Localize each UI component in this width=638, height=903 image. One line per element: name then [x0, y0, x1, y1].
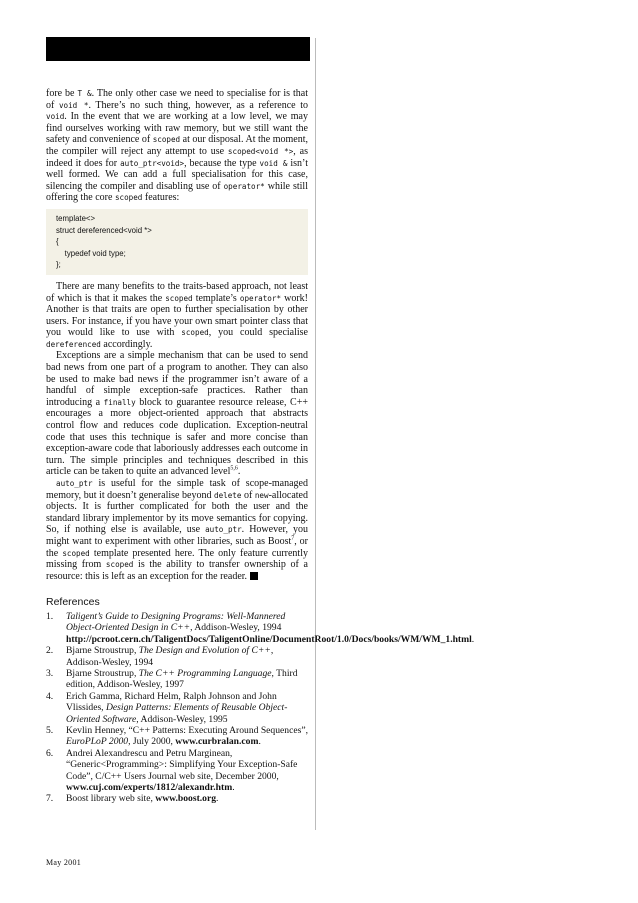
reference-link[interactable]: www.cuj.com/experts/1812/alexandr.htm	[66, 782, 233, 794]
article-column	[46, 88, 475, 805]
code-line: struct dereferenced<void *>	[56, 225, 152, 235]
reference-link[interactable]: http://pcroot.cern.ch/TaligentDocs/TaligentOnline/DocumentRoot/1.0/Docs/books/WM/WM_1.html	[66, 633, 472, 645]
paragraph-traits-void: fore be T &. The only other case we need to specialise for is that of void *. There’s no such thing, however, as a reference to void. In the event that we are working at a low level, we may find ourselves working with raw memory, but we still want the safety and convenience of scoped at our disposal. At the moment, the compiler will reject any attempt to use scoped<void *>, as indeed it does for auto_ptr<void>, because the type void & isn’t well formed. We can add a full specialisation for this case, silencing the compiler and disabling use of operator* while still offering the core scoped features:	[46, 88, 308, 204]
reference-list	[46, 610, 475, 805]
reference-item: 2. Bjarne Stroustrup, The Design and Evolution of C++, Addison-Wesley, 1994	[46, 645, 274, 668]
reference-link[interactable]: www.curbralan.com	[175, 736, 259, 748]
column-rule	[315, 38, 316, 830]
reference-item: 4. Erich Gamma, Richard Helm, Ralph Johnson and John Vlissides, Design Patterns: Elements of Reusable Object-Oriented Software, Addison-Wesley, 1995	[46, 690, 288, 725]
references-heading: References	[46, 596, 100, 609]
reference-link[interactable]: www.boost.org	[155, 793, 217, 805]
paragraph-exceptions: Exceptions are a simple mechanism that can be used to send bad news from one part of a program to another. They can also be used to make bad news if the programmer isn’t aware of a handful of simple exception-safe practices. Rather than introducing a finally block to guarantee resource release, C++ encourages a more object-oriented approach that abstracts control flow and reduces code duplication. Exception-neutral code that uses this technique is safer and more concise than exception-aware code that laboriously addresses each outcome in turn. The simple principles and techniques described in this article can be taken to quite an advanced level$^{5,6}$.	[46, 350, 308, 478]
page-footer: May 2001	[46, 858, 82, 867]
reference-item: 1. Taligent’s Guide to Designing Programs: Well-Mannered Object-Oriented Design in C++, Addison-Wesley, 1994 http://pcroot.cern.ch/TaligentDocs/TaligentOnline/DocumentRoot/1.0/Docs/books/WM/WM_1.html.	[46, 610, 475, 645]
header-bar	[46, 37, 310, 61]
reference-item: 7. Boost library web site, www.boost.org.	[46, 793, 219, 805]
reference-item: 3. Bjarne Stroustrup, The C++ Programming Language, Third edition, Addison-Wesley, 1997	[46, 667, 298, 691]
code-line: typedef void type;	[56, 248, 126, 258]
paragraph-auto-ptr: auto_ptr is useful for the simple task of scope-managed memory, but it doesn’t generalise beyond delete of new-allocated objects. It is further complicated for both the user and the standard library implementor by its move semantics for copying. So, if nothing else is available, use auto_ptr. However, you might want to experiment with other libraries, such as Boost$^7$, or the scoped template presented here. The only feature currently missing from scoped is the ability to transfer ownership of a resource: this is left as an exception for the reader.	[46, 478, 308, 582]
code-line: };	[56, 260, 61, 270]
reference-item: 6. Andrei Alexandrescu and Petru Marginean, “Generic<Programming>: Simplifying Your Exception-Safe Code”, C/C++ Users Journal web site, December 2000, www.cuj.com/experts/1812/alexandr.htm.	[46, 747, 298, 794]
reference-item: 5. Kevlin Henney, “C++ Patterns: Executing Around Sequences”, EuroPLoP 2000, July 2000, www.curbralan.com.	[46, 725, 308, 748]
code-block	[46, 209, 308, 275]
paragraph-traits-benefits: There are many benefits to the traits-based approach, not least of which is that it makes the scoped template’s operator* work! Another is that traits are open to further specialisation by other users. For instance, if you have your own smart pointer class that you would like to use with scoped, you could specialise dereferenced accordingly.	[46, 280, 309, 350]
code-line: {	[56, 237, 59, 247]
end-mark-icon	[250, 572, 258, 580]
code-line: template<>	[56, 213, 96, 223]
